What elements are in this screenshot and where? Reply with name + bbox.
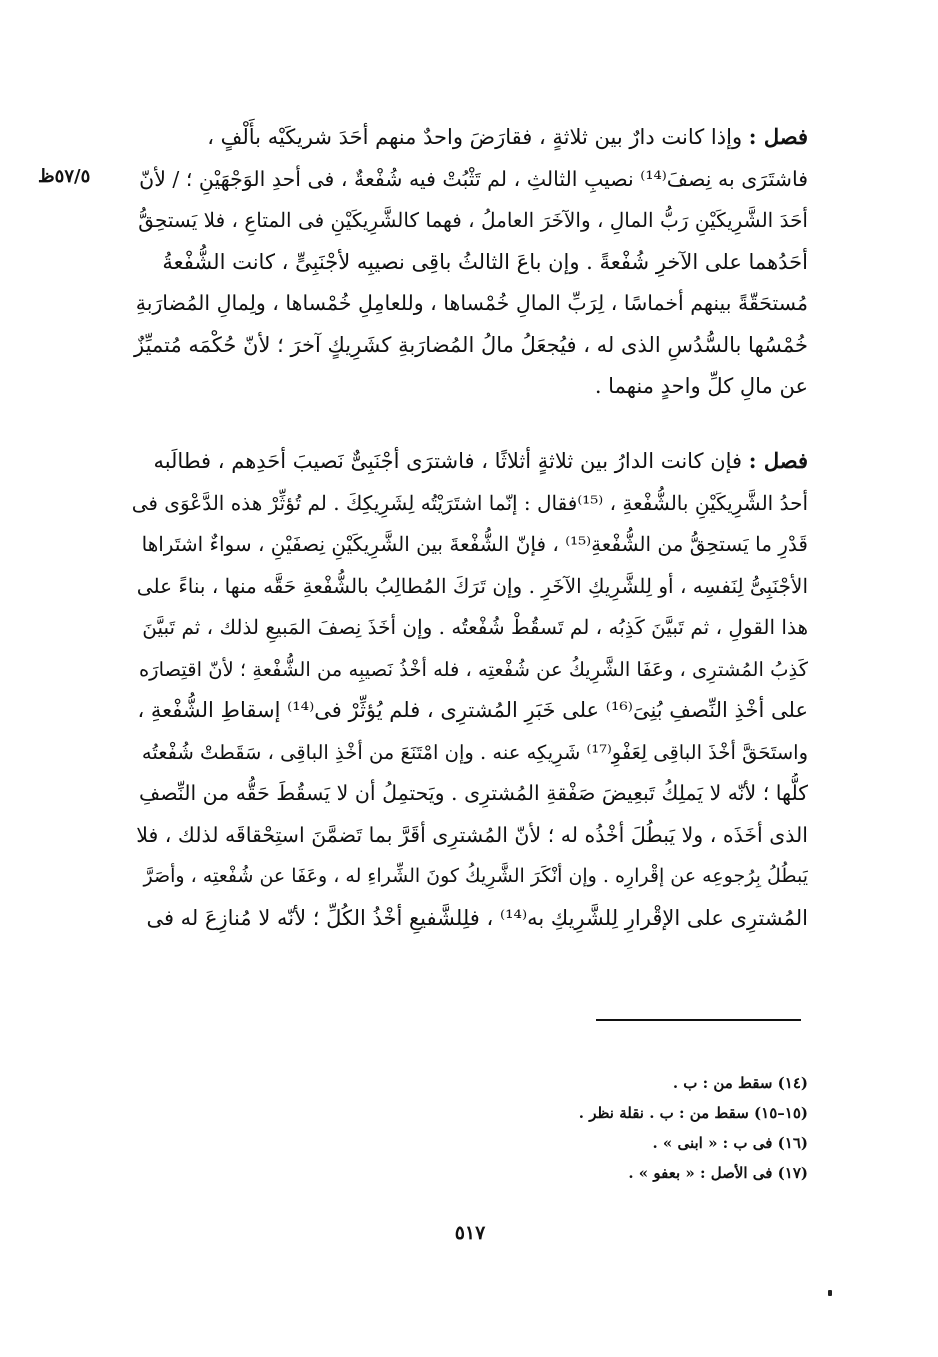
footnote: (١٦) فى ب : « ابنى » . (652, 1134, 808, 1152)
text-line: أحَدُهما على الآخرِ شُفْعةً . وإن باعَ الثالثُ باقِى نصيبِه لأجْنَبِىٍّ ، كانت الشُّفْعةُ (162, 249, 808, 274)
text-line: أحَدَ الشَّرِيكَيْنِ رَبُّ المالِ ، والآخَرَ العاملُ ، فهما كالشَّرِيكَيْنِ فى المتاعِ ، فلا يَستحِقُّ (138, 208, 808, 232)
paragraph-2 (128, 440, 808, 939)
text-line: أحدُ الشَّرِيكَيْنِ بالشُّفْعةِ ، ⁽¹⁵⁾فقال : إنّما اشتَرَيْتُه لِشَرِيكِكَ . لم تُؤثِّرْ هذه الدَّعْوَى فى (131, 490, 808, 515)
text-line: الأجْنَبِىُّ لِنَفسِه ، أو لِلشَّرِيكِ الآخَرِ . وإن تَرَكَ المُطالِبُ بالشُّفْعةِ حَقَّه منها ، بناءً على (136, 573, 808, 598)
footnote: (١٧) فى الأصل : « بعفو » . (628, 1164, 808, 1182)
text-line: واستَحَقَّ أخْذَ الباقِى لِعَفْوِ⁽¹⁷⁾ شَرِيكِه عنه . وإن امْتَنَعَ من أخْذِ الباقِى ، سَقَطتْ شُفْعتُه (141, 740, 808, 764)
text-line: هذا القولِ ، ثم تَبيَّنَ كَذِبُه ، لم تَسقُطْ شُفْعتُه . وإن أخَذَ نِصفَ المَبيعِ لذلك ، ثم تَبيَّنَ (142, 615, 808, 639)
text-line: عن مالِ كلِّ واحدٍ منهما . (594, 374, 808, 398)
text-line: كَذِبُ المُشترِى ، وعَفَا الشَّرِيكُ عن شُفْعتِه ، فله أخْذُ نَصيبِه من الشُّفْعةِ ؛ لأنّ اقتِصارَه (138, 657, 808, 681)
footnote: (١٤) سقط من : ب . (672, 1074, 808, 1092)
text-line: مُستحَقّةً بينهم أخماسًا ، لِرَبِّ المالِ خُمْساها ، وللعامِلِ خُمْساها ، ولِمالِ المُضارَبةِ (135, 291, 808, 315)
text-line: فاشتَرَى به نِصفَ⁽¹⁴⁾ نصيبِ الثالثِ ، لم تَثْبُتْ فيه شُفْعةٌ ، فى أحدِ الوَجْهَيْنِ ؛ / لأنّ (139, 166, 808, 191)
scan-speck (828, 1290, 832, 1296)
section-label: فصل : (748, 448, 808, 473)
text-line: على أخْذِ النِّصفِ بُنِىَ⁽¹⁶⁾ على خَبَرِ المُشترِى ، فلم يُؤثِّرْ فى⁽¹⁴⁾ إسقاطِ الشُّفْعةِ ، (137, 698, 808, 722)
margin-folio-note: ٥٧/٥ظ (38, 166, 91, 187)
text-line: قَدْرِ ما يَستحِقُّ من الشُّفْعةِ⁽¹⁵⁾ ، فإنّ الشُّفْعةَ بين الشَّرِيكَيْنِ نِصفَيْنِ ، سواءٌ اشتَراها (141, 532, 808, 556)
footnotes (420, 1068, 808, 1188)
text-line: كلُّها ؛ لأنّه لا يَملِكُ تَبعِيضَ صَفْقةِ المُشترِى . ويَحتمِلُ أن لا يَسقُطَ حَقُّه من النِّصفِ (139, 781, 808, 805)
page-number: ٥١٧ (454, 1222, 486, 1244)
text-line: فصل : وإذا كانت دارٌ بين ثلاثةٍ ، فقارَضَ واحدٌ منهم أحَدَ شريكَيْه بأَلْفٍ ، (207, 124, 808, 149)
text-line: الذى أخَذَه ، ولا يَبطُلَ أخْذُه له ؛ لأنّ المُشترِى أقَرَّ بما تَضمَّنَ استِحْقاقَه لذلك ، فلا (136, 822, 808, 847)
footnote-divider (596, 1019, 801, 1021)
section-label: فصل : (748, 124, 808, 149)
text-line: فصل : فإن كانت الدارُ بين ثلاثةٍ أثلاثًا ، فاشترَى أجْنَبِىٌّ نَصيبَ أحَدِهم ، فطالَبه (153, 448, 808, 473)
footnote: (١٥–١٥) سقط من : ب . نقلة نظر . (578, 1104, 808, 1122)
text-line: يَبطُلُ بِرُجوعِه عن إقْرارِه . وإن أنْكَرَ الشَّرِيكُ كونَ الشِّراءِ له ، وعَفَا عن شُفْعتِه ، وأصَرَّ (143, 865, 808, 887)
paragraph-1 (128, 116, 808, 408)
text-line: المُشترِى على الإقْرارِ لِلشَّرِيكِ به⁽¹⁴⁾ ، فلِلشَّفيعِ أخْذُ الكُلِّ ؛ لأنّه لا مُنازِعَ له فى (146, 905, 808, 930)
text-line: خُمْسُها بالسُّدُسِ الذى له ، فيُجعَلُ مالُ المُضارَبةِ كشَرِيكٍ آخرَ ؛ لأنّ حُكْمَه مُتميِّزٌ (134, 332, 808, 357)
